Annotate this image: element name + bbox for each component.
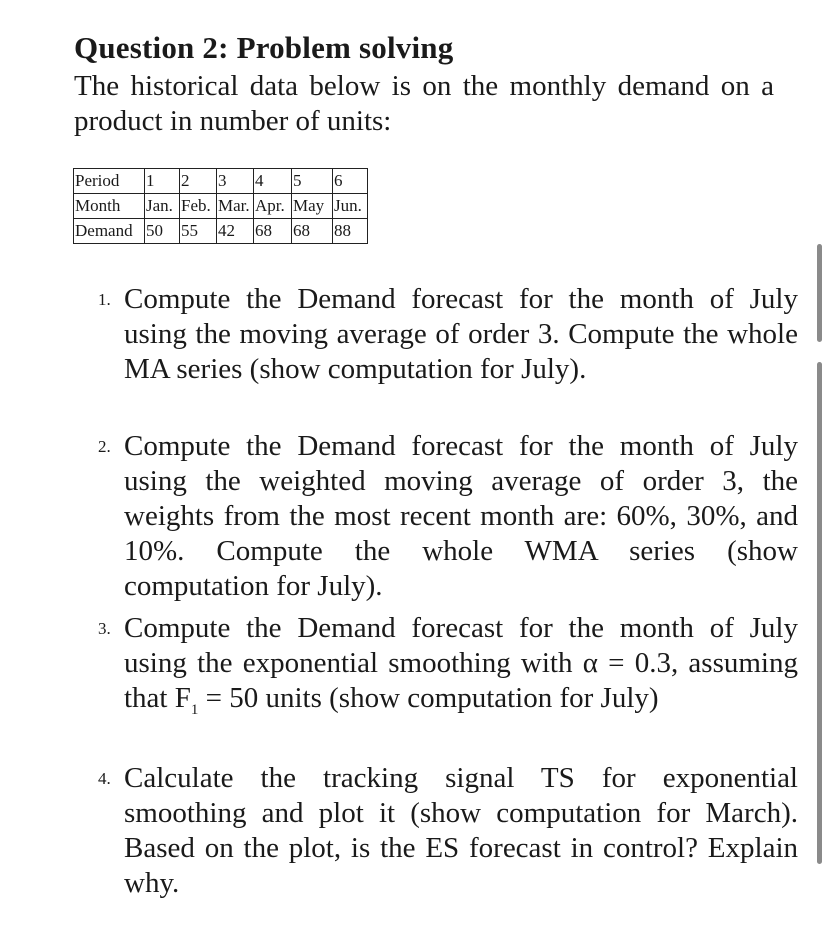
question-text-part: Compute the Demand forecast for the month of July using the exponential smoothing with α = 0.3, assuming that F [124,612,798,714]
table-row [74,219,368,244]
table-cell: 1 [145,169,180,194]
row-header-period: Period [74,169,145,194]
intro-paragraph: The historical data below is on the monthly demand on a product in number of units: [74,70,774,137]
question-number: 3. [98,619,111,638]
scrollbar-thumb[interactable] [817,244,822,342]
question-title: Question 2: Problem solving [74,30,454,65]
row-header-demand: Demand [74,219,145,244]
table-row [74,194,368,219]
question-item-1 [98,279,798,387]
demand-table [73,168,368,244]
table-cell: 4 [254,169,292,194]
question-item-4 [98,758,798,901]
question-text: Compute the Demand forecast for the month of July using the weighted moving average of order 3, the weights from the most recent month are: 60%, 30%, and 10%. Compute the whole WMA series (show computation for July). [124,430,798,602]
table-cell: 3 [217,169,254,194]
question-text-part: = 50 units (show computation for July) [198,682,659,714]
table-cell: 2 [180,169,217,194]
question-number: 4. [98,769,111,788]
question-text: Calculate the tracking signal TS for exponential smoothing and plot it (show computation for March). Based on the plot, is the ES forecast in control? Explain why. [124,762,798,899]
table-cell: Feb. [180,194,217,219]
question-text [124,611,798,728]
table-cell: Mar. [217,194,254,219]
table-cell: 88 [333,219,368,244]
question-number: 2. [98,437,111,456]
table-cell: 68 [292,219,333,244]
question-item-3 [98,608,798,728]
table-cell: 50 [145,219,180,244]
table-cell: May [292,194,333,219]
table-cell: Apr. [254,194,292,219]
subscript: 1 [190,701,199,718]
table-cell: 6 [333,169,368,194]
table-cell: 55 [180,219,217,244]
table-cell: Jun. [333,194,368,219]
row-header-month: Month [74,194,145,219]
table-cell: Jan. [145,194,180,219]
table-cell: 68 [254,219,292,244]
question-item-2 [98,426,798,604]
table-cell: 5 [292,169,333,194]
scrollbar-track[interactable] [817,362,822,864]
question-number: 1. [98,290,111,309]
table-cell: 42 [217,219,254,244]
question-text: Compute the Demand forecast for the month of July using the moving average of order 3. Compute the whole MA series (show computation for July). [124,283,798,385]
table-row [74,169,368,194]
